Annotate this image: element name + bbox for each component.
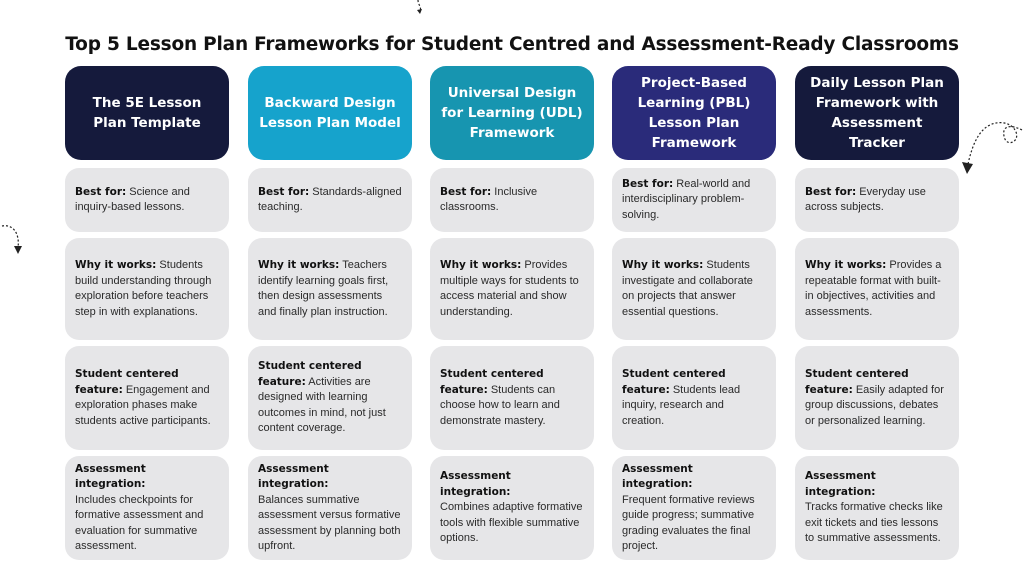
page-title: Top 5 Lesson Plan Frameworks for Student Centred and Assessment-Ready Classrooms	[65, 34, 959, 55]
student-centered-text: Students can choose how to learn and demonstrate mastery.	[440, 383, 560, 427]
why-it-works-label: Why it works:	[258, 259, 340, 271]
student-centered-text: Activities are designed with learning outcomes in mind, not just content coverage.	[258, 375, 386, 435]
student-centered-text: Easily adapted for group discussions, debates or personalized learning.	[805, 383, 944, 427]
framework-column-5e	[65, 66, 229, 552]
why-it-works-label: Why it works:	[805, 259, 887, 271]
best-for-label: Best for:	[805, 185, 857, 198]
best-for-card	[248, 168, 412, 232]
assessment-text: Includes checkpoints for formative assessment and evaluation for summative assessment.	[75, 493, 204, 552]
student-centered-text: Students lead inquiry, research and creation.	[622, 383, 741, 427]
best-for-text: Everyday use across subjects.	[805, 185, 926, 213]
assessment-text: Tracks formative checks like exit tickets and ties lessons to summative assessments.	[805, 501, 943, 545]
framework-header: Daily Lesson Plan Framework with Assessment Tracker	[795, 66, 959, 160]
assessment-text: Combines adaptive formative tools with flexible summative options.	[440, 501, 583, 545]
assessment-label: Assessment integration:	[75, 462, 146, 490]
why-it-works-card	[795, 238, 959, 340]
best-for-text: Science and inquiry-based lessons.	[75, 185, 190, 213]
why-it-works-card	[430, 238, 594, 340]
framework-column-udl	[430, 66, 594, 545]
student-centered-card	[795, 346, 959, 450]
framework-header: The 5E Lesson Plan Template	[65, 66, 229, 160]
best-for-card	[65, 168, 229, 232]
assessment-card	[248, 456, 412, 560]
framework-column-daily	[795, 66, 959, 545]
why-it-works-label: Why it works:	[75, 259, 157, 271]
assessment-label: Assessment integration:	[622, 462, 693, 490]
student-centered-card	[248, 346, 412, 450]
why-it-works-card	[612, 238, 776, 340]
why-it-works-text: Provides multiple ways for students to access material and show understanding.	[440, 259, 579, 318]
framework-column-pbl	[612, 66, 776, 552]
framework-header: Universal Design for Learning (UDL) Framework	[430, 66, 594, 160]
best-for-card	[612, 168, 776, 232]
assessment-label: Assessment integration:	[258, 462, 329, 490]
why-it-works-text: Teachers identify learning goals first, then design assessments and finally plan instruction.	[258, 259, 389, 318]
best-for-label: Best for:	[75, 185, 127, 198]
dotted-arrow-right-icon	[958, 112, 1024, 180]
assessment-card	[65, 456, 229, 560]
student-centered-card	[430, 346, 594, 450]
framework-header: Project-Based Learning (PBL) Lesson Plan Framework	[612, 66, 776, 160]
assessment-text: Balances summative assessment versus formative assessment by planning both upfront.	[258, 493, 401, 552]
best-for-text: Standards-aligned teaching.	[258, 185, 402, 213]
assessment-text: Frequent formative reviews guide progress; summative grading evaluates the final project.	[622, 493, 755, 552]
best-for-label: Best for:	[440, 185, 492, 198]
student-centered-label: Student centered feature:	[440, 368, 544, 396]
why-it-works-label: Why it works:	[440, 259, 522, 271]
best-for-text: Inclusive classrooms.	[440, 185, 538, 213]
student-centered-label: Student centered feature:	[258, 360, 362, 388]
student-centered-label: Student centered feature:	[805, 368, 909, 396]
best-for-card	[430, 168, 594, 232]
framework-column-backward-design	[248, 66, 412, 552]
student-centered-card	[65, 346, 229, 450]
why-it-works-text: Provides a repeatable format with built-in objectives, activities and assessments.	[805, 259, 942, 318]
framework-header: Backward Design Lesson Plan Model	[248, 66, 412, 160]
why-it-works-text: Students build understanding through exploration before teachers step in with explanations.	[75, 259, 212, 318]
student-centered-label: Student centered feature:	[75, 368, 179, 396]
why-it-works-text: Students investigate and collaborate on projects that answer essential questions.	[622, 259, 753, 318]
best-for-text: Real-world and interdisciplinary problem-solving.	[622, 177, 751, 221]
assessment-label: Assessment integration:	[440, 470, 511, 498]
assessment-card	[430, 456, 594, 560]
dotted-arrow-top-icon	[410, 0, 430, 16]
assessment-card	[612, 456, 776, 560]
student-centered-card	[612, 346, 776, 450]
assessment-card	[795, 456, 959, 560]
why-it-works-card	[248, 238, 412, 340]
best-for-label: Best for:	[258, 185, 310, 198]
assessment-label: Assessment integration:	[805, 470, 876, 498]
student-centered-text: Engagement and exploration phases make students active participants.	[75, 383, 211, 427]
student-centered-label: Student centered feature:	[622, 368, 726, 396]
why-it-works-label: Why it works:	[622, 259, 704, 271]
dotted-arrow-left-icon	[0, 222, 26, 258]
best-for-label: Best for:	[622, 177, 674, 190]
best-for-card	[795, 168, 959, 232]
why-it-works-card	[65, 238, 229, 340]
